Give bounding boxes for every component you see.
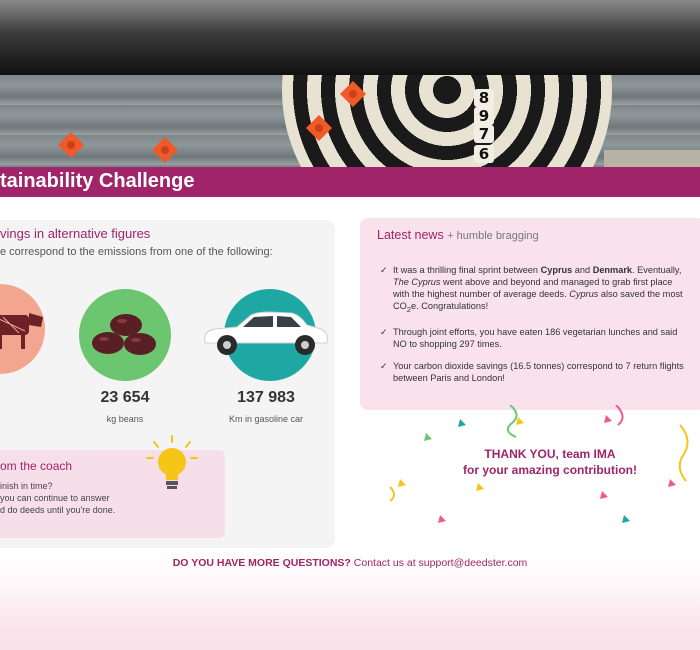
- beans-unit: kg beans: [106, 414, 144, 424]
- dart-icon: [152, 137, 178, 163]
- page-title: tainability Challenge: [0, 170, 195, 192]
- check-icon: ✓: [380, 326, 388, 337]
- board-number: 8: [474, 89, 494, 107]
- title-bar: [0, 167, 700, 197]
- coach-line: you can continue to answer: [0, 493, 110, 503]
- list-item: ✓ Through joint efforts, you have eaten 186 vegetarian lunches and said NO to shopping 297 times.: [380, 326, 678, 349]
- coach-line: inish in time?: [0, 481, 53, 491]
- thanks-message: THANK YOU, team IMA for your amazing contribution!: [463, 447, 637, 477]
- beans-icon: [88, 312, 162, 358]
- bottom-fade: [0, 585, 700, 650]
- dart-icon: [306, 115, 332, 141]
- board-number: 7: [474, 125, 494, 143]
- car-icon: [199, 309, 331, 359]
- savings-heading: vings in alternative figures: [0, 226, 151, 241]
- check-icon: ✓: [380, 265, 388, 275]
- coach-line: d do deeds until you're done.: [0, 505, 116, 515]
- header-banner: [0, 75, 700, 167]
- lightbulb-icon: [142, 434, 202, 498]
- list-item: ✓ It was a thrilling final sprint between Cyprus and Denmark. Eventually, The Cyprus went above and beyond and managed to grab first place with the highest number of average deeds. Cyprus also saved the most $CO_2e$. Congratulations!: [380, 265, 683, 314]
- list-item: ✓ Your carbon dioxide savings (16.5 tonnes) correspond to 7 return flights between Paris and London!: [380, 360, 684, 383]
- footer-contact: DO YOU HAVE MORE QUESTIONS? Contact us at support@deedster.com: [172, 557, 528, 569]
- top-shade: [0, 0, 700, 75]
- savings-subtitle: e correspond to the emissions from one of the following:: [0, 246, 273, 258]
- dartboard-edge: [604, 150, 700, 167]
- car-unit: Km in gasoline car: [228, 414, 304, 424]
- news-title: Latest news + humble bragging: [377, 228, 539, 242]
- beans-value: 23 654: [100, 389, 150, 406]
- board-number: 9: [474, 107, 494, 125]
- support-email-link[interactable]: Contact us at support@deedster.com: [350, 557, 528, 569]
- car-value: 137 983: [237, 389, 295, 406]
- coach-title: om the coach: [0, 459, 73, 473]
- dart-icon: [340, 81, 366, 107]
- news-list: [380, 264, 690, 394]
- cow-icon: [0, 305, 47, 353]
- dart-icon: [58, 132, 84, 158]
- check-icon: ✓: [380, 360, 388, 371]
- board-number: 6: [474, 145, 494, 163]
